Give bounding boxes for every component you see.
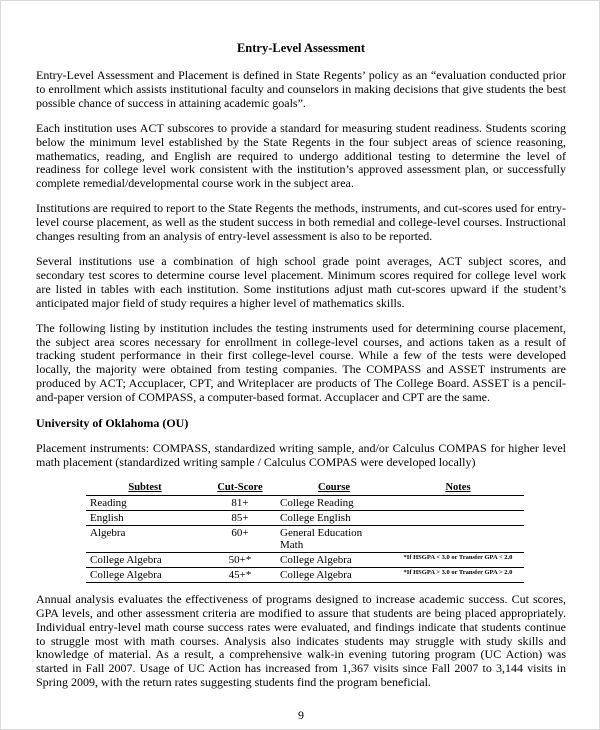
- course-cell: General Education Math: [276, 525, 392, 552]
- subtest-cell: Reading: [86, 495, 204, 510]
- notes-cell: [392, 510, 524, 525]
- table-row: [86, 567, 524, 582]
- notes-cell: [392, 525, 524, 552]
- course-cell: College Algebra: [276, 552, 392, 567]
- table-header-label: Course: [317, 481, 351, 493]
- placement-table: [86, 481, 524, 583]
- paragraph: Entry-Level Assessment and Placement is defined in State Regents’ policy as an “evaluation conducted prior to enrollment which assists institutional faculty and counselors in making decisions that give students the best possible chance of success in attaining academic goals”.: [36, 68, 566, 110]
- table-row: [86, 525, 524, 552]
- subtest-cell: College Algebra: [86, 567, 204, 582]
- course-cell: College Reading: [276, 495, 392, 510]
- cut-score-cell: 50+*: [204, 552, 276, 567]
- subtest-cell: College Algebra: [86, 552, 204, 567]
- notes-cell: *If HSGPA < 3.0 or Transfer GPA < 2.0: [392, 552, 524, 567]
- paragraph: Institutions are required to report to the State Regents the methods, instruments, and cut-scores used for entry-level course placement, as well as the student success in both remedial and college-level courses. Instructional changes resulting from an analysis of entry-level assessment is also to be reported.: [36, 201, 566, 244]
- course-cell: College English: [276, 510, 392, 525]
- cut-score-cell: 45+*: [204, 567, 276, 582]
- table-header-label: Notes: [445, 481, 471, 493]
- table-header-label: Subtest: [128, 481, 162, 493]
- table-row: [86, 510, 524, 525]
- notes-cell: *If HSGPA > 3.0 or Transfer GPA > 2.0: [392, 567, 524, 582]
- page-number: 9: [298, 708, 304, 723]
- section-heading: University of Oklahoma (OU): [36, 416, 189, 431]
- closing-paragraph: Annual analysis evaluates the effectiveness of programs designed to increase academic success. Cut scores, GPA levels, and other assessment criteria are modified to assure that students are being placed appropriately. Individual entry-level math course success rates were evaluated, and findings indicate that students continue to struggle most with math courses. Analysis also indicates students may struggle with study skills and knowledge of material. As a result, a comprehensive walk-in evening tutoring program (UC Action) was started in Fall 2007. Usage of UC Action has increased from 1,367 visits since Fall 2007 to 3,144 visits in Spring 2009, with the return rates suggesting students find the program beneficial.: [36, 591, 566, 690]
- table-header-row: [86, 481, 524, 496]
- notes-cell: [392, 495, 524, 510]
- course-cell: College Algebra: [276, 567, 392, 582]
- table-header-course: [276, 481, 392, 496]
- subtest-cell: Algebra: [86, 525, 204, 552]
- table-row: [86, 552, 524, 567]
- cut-score-cell: 81+: [204, 495, 276, 510]
- table-row: [86, 495, 524, 510]
- table-header-cut-score: [204, 481, 276, 496]
- table-header-subtest: [86, 481, 204, 496]
- paragraph: Several institutions use a combination of high school grade point averages, ACT subject scores, and secondary test scores to determine course level placement. Minimum scores required for college level work are listed in tables with each institution. Some institutions adjust math cut-scores upward if the student’s anticipated major field of study requires a higher level of mathematics skills.: [36, 253, 566, 310]
- placement-instruments-paragraph: Placement instruments: COMPASS, standardized writing sample, and/or Calculus COMPAS for higher level math placement (standardized writing sample / Calculus COMPAS were developed locally): [36, 441, 566, 469]
- subtest-cell: English: [86, 510, 204, 525]
- cut-score-cell: 85+: [204, 510, 276, 525]
- table-header-notes: [392, 481, 524, 496]
- cut-score-cell: 60+: [204, 525, 276, 552]
- paragraph: Each institution uses ACT subscores to provide a standard for measuring student readiness. Students scoring below the minimum level established by the State Regents in the four subject areas of science reasoning, mathematics, reading, and English are required to undergo additional testing to determine the level of readiness for college level work consistent with the institution’s approved assessment plan, or successfully complete remedial/developmental course work in the subject area.: [36, 120, 566, 191]
- page-title: Entry-Level Assessment: [236, 41, 366, 55]
- table-header-label: Cut-Score: [217, 481, 263, 493]
- paragraph: The following listing by institution includes the testing instruments used for determining course placement, the subject area scores necessary for enrollment in college-level courses, and actions taken as a result of tracking student performance in their first college-level course. While a few of the tests were developed locally, the majority were obtained from testing companies. The COMPASS and ASSET instruments are produced by ACT; Accuplacer, CPT, and Writeplacer are products of The College Board. ASSET is a pencil-and-paper version of COMPASS, a computer-based format. Accuplacer and CPT are the same.: [36, 320, 566, 405]
